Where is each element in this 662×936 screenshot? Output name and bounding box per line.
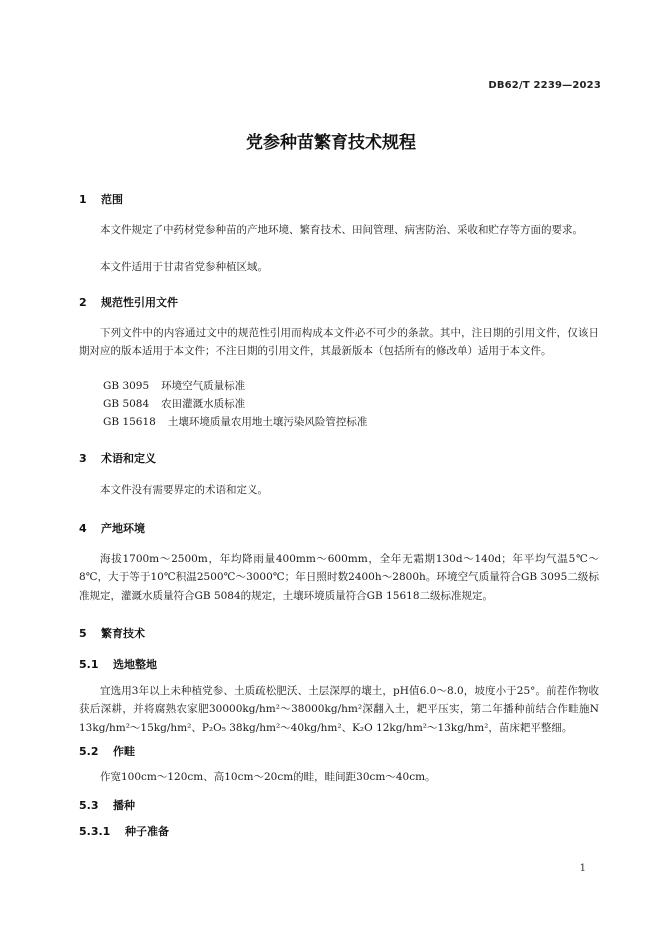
section-title: 范围: [101, 193, 123, 206]
section-4-paragraph-1: 海拔1700m～2500m，年均降雨量400mm～600mm，全年无霜期130d～140d；年平均气温5℃～8℃，大于等于10℃积温2500℃～3000℃；年日照时数2400h～2800h。环境空气质量符合GB 3095二级标准规定，灌溉水质量符合GB 5084的规定，土壤环境质量符合GB 15618二级标准规定。: [79, 553, 599, 602]
section-number: 5.3: [79, 799, 99, 812]
page-number: 1: [579, 863, 586, 874]
section-title: 选地整地: [113, 658, 157, 671]
section-number: 5: [79, 627, 87, 640]
reference-code: GB 5084: [103, 398, 150, 410]
doc-code: DB62/T 2239—2023: [488, 80, 601, 91]
section-1-heading: [79, 191, 123, 207]
section-2-heading: [79, 294, 178, 310]
section-number: 1: [79, 193, 87, 206]
section-5-1-paragraph-1: 宜选用3年以上未种植党参、土质疏松肥沃、土层深厚的壤土，pH值6.0～8.0，坡度小于25°。前茬作物收获后深耕，并将腐熟农家肥30000kg/hm²～38000kg/hm²深翻入土，耙平压实，第二年播种前结合作畦施N 13kg/hm²～15kg/hm²、P₂O₅ 38kg/hm²～40kg/hm²、K₂O 12kg/hm²～13kg/hm²，苗床耙平整细。: [79, 685, 599, 734]
reference-title: 环境空气质量标准: [161, 380, 246, 392]
section-title: 繁育技术: [101, 627, 145, 640]
section-number: 4: [79, 522, 87, 535]
section-number: 5.2: [79, 745, 99, 758]
section-title: 作畦: [113, 745, 135, 758]
reference-item: [103, 395, 245, 413]
reference-code: GB 15618: [103, 416, 156, 428]
section-title: 产地环境: [101, 522, 145, 535]
reference-item: [103, 377, 245, 395]
section-5-3-heading: [79, 797, 135, 813]
reference-title: 农田灌溉水质标准: [161, 398, 246, 410]
reference-item: [103, 413, 367, 431]
section-number: 5.3.1: [79, 825, 111, 838]
section-5-2-paragraph-1: 作宽100cm～120cm、高10cm～20cm的畦，畦间距30cm～40cm。: [100, 771, 436, 783]
section-number: 2: [79, 296, 87, 309]
section-3-paragraph-1: 本文件没有需要界定的术语和定义。: [100, 484, 268, 496]
section-2-paragraph-1: 下列文件中的内容通过文中的规范性引用而构成本文件必不可少的条款。其中，注日期的引用文件，仅该日期对应的版本适用于本文件；不注日期的引用文件，其最新版本（包括所有的修改单）适用于本文件。: [79, 327, 599, 358]
section-5-2-heading: [79, 743, 135, 759]
section-5-heading: [79, 625, 145, 641]
page-title: 党参种苗繁育技术规程: [246, 133, 416, 153]
section-3-heading: [79, 450, 156, 466]
section-5-1-heading: [79, 656, 157, 672]
section-title: 规范性引用文件: [101, 296, 178, 309]
section-title: 术语和定义: [101, 452, 156, 465]
section-number: 3: [79, 452, 87, 465]
section-1-paragraph-2: 本文件适用于甘肃省党参种植区域。: [100, 261, 268, 273]
section-number: 5.1: [79, 658, 99, 671]
section-4-heading: [79, 520, 145, 536]
reference-title: 土壤环境质量农用地土壤污染风险管控标准: [167, 416, 368, 428]
section-title: 种子准备: [125, 825, 169, 838]
reference-code: GB 3095: [103, 380, 150, 392]
section-1-paragraph-1: 本文件规定了中药材党参种苗的产地环境、繁育技术、田间管理、病害防治、采收和贮存等方面的要求。: [100, 224, 583, 236]
section-5-3-1-heading: [79, 823, 169, 839]
section-title: 播种: [113, 799, 135, 812]
